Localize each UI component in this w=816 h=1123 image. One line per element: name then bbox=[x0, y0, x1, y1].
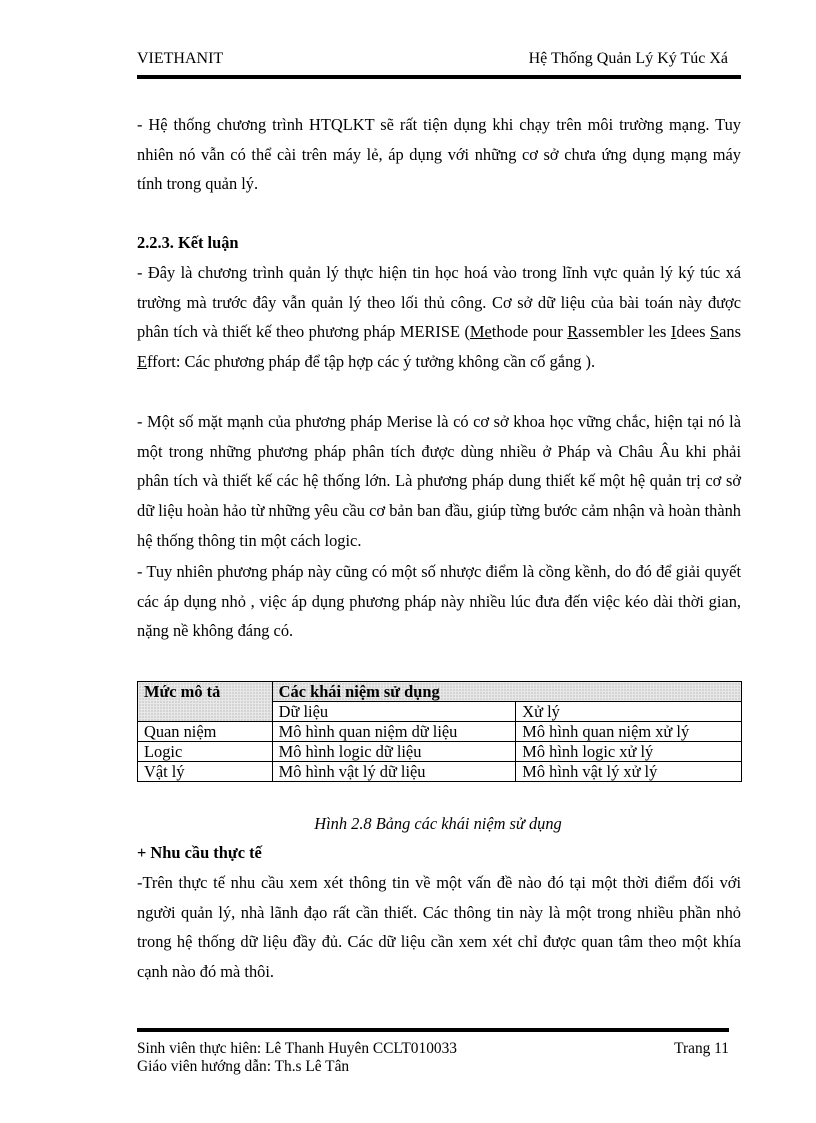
table-header-concepts: Các khái niệm sử dụng bbox=[272, 682, 741, 702]
table-cell: Mô hình quan niệm xử lý bbox=[516, 722, 742, 742]
table-row bbox=[138, 722, 742, 742]
footer-student: Sinh viên thực hiên: Lê Thanh Huyên CCLT010033 bbox=[137, 1040, 457, 1057]
table-cell: Mô hình logic xử lý bbox=[516, 742, 742, 762]
table-row bbox=[138, 742, 742, 762]
page-footer bbox=[137, 1040, 729, 1076]
conclusion-paragraph-2: - Một số mặt mạnh của phương pháp Merise là có cơ sở khoa học vững chắc, hiện tại nó là một trong những phương pháp phân tích được dùng nhiều ở Pháp và Châu Âu khi phải phân tích và thiết kế các hệ thống lớn. Là phương pháp dung thiết kế một hệ quản trị cơ sở dữ liệu hoàn hảo từ những yêu cầu cơ bản ban đầu, giúp từng bước cảm nhận và hoàn thành hệ thống thông tin một cách logic. bbox=[137, 412, 741, 550]
header-system-title: Hệ Thống Quản Lý Ký Túc Xá bbox=[528, 50, 728, 67]
page-header bbox=[137, 46, 741, 72]
table-cell: Mô hình quan niệm dữ liệu bbox=[272, 722, 516, 742]
conclusion-paragraph-1: - Đây là chương trình quản lý thực hiện tin học hoá vào trong lĩnh vực quản lý ký túc xá trường mà trước đây vẫn quản lý theo lối thủ công. Cơ sở dữ liệu của bài toán này được phân tích và thiết kế theo phương pháp MERISE (Methode pour Rassembler les Idees Sans Effort: Các phương pháp để tập hợp các ý tưởng không cần cố gắng ). bbox=[137, 263, 741, 372]
page-number: Trang 11 bbox=[674, 1040, 729, 1057]
footer-rule bbox=[137, 1028, 729, 1032]
table-cell: Mô hình logic dữ liệu bbox=[272, 742, 516, 762]
table-cell: Mô hình vật lý xử lý bbox=[516, 762, 742, 782]
table-cell: Quan niệm bbox=[138, 722, 273, 742]
table-subheader-data: Dữ liệu bbox=[272, 702, 516, 722]
section-heading: 2.2.3. Kết luận bbox=[137, 233, 239, 252]
header-org: VIETHANIT bbox=[137, 50, 224, 67]
header-rule bbox=[137, 75, 741, 79]
conclusion-paragraph-3: - Tuy nhiên phương pháp này cũng có một số nhược điểm là cồng kềnh, do đó để giải quyết các áp dụng nhỏ , việc áp dụng phương pháp này nhiều lúc đưa đến việc kéo dài thời gian, nặng nề không đáng có. bbox=[137, 562, 741, 641]
table-cell: Vật lý bbox=[138, 762, 273, 782]
table-header-row bbox=[138, 682, 742, 702]
table-subheader-process: Xử lý bbox=[516, 702, 742, 722]
table-header-level: Mức mô tả bbox=[138, 682, 273, 722]
needs-heading: + Nhu cầu thực tế bbox=[137, 843, 262, 862]
table-caption: Hình 2.8 Bảng các khái niệm sử dụng bbox=[314, 814, 562, 833]
footer-advisor: Giáo viên hướng dẫn: Th.s Lê Tân bbox=[137, 1058, 350, 1075]
intro-paragraph: - Hệ thống chương trình HTQLKT sẽ rất tiện dụng khi chạy trên môi trường mạng. Tuy nhiên nó vẫn có thể cài trên máy lẻ, áp dụng với những cơ sở chưa ứng dụng mạng máy tính trong quản lý. bbox=[137, 115, 741, 194]
needs-paragraph: -Trên thực tế nhu cầu xem xét thông tin về một vấn đề nào đó tại một thời điểm đối với người quản lý, nhà lãnh đạo rất cần thiết. Các thông tin này là một trong nhiều phần nhỏ trong hệ thống dữ liệu đầy đủ. Các dữ liệu cần xem xét chỉ được quan tâm theo một khía cạnh nào đó mà thôi. bbox=[137, 873, 741, 982]
concepts-table bbox=[137, 681, 742, 782]
table-row bbox=[138, 762, 742, 782]
table-cell: Logic bbox=[138, 742, 273, 762]
table-cell: Mô hình vật lý dữ liệu bbox=[272, 762, 516, 782]
